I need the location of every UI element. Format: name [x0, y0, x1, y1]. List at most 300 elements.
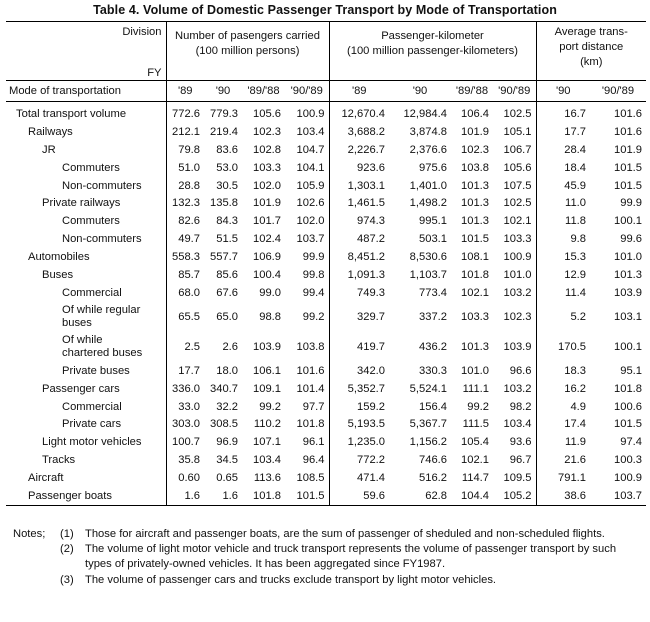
table-row: [6, 469, 646, 487]
table-row: [6, 433, 646, 451]
table-cell: 102.1: [461, 286, 489, 299]
table-cell: 101.9: [461, 125, 489, 138]
row-label: [6, 433, 166, 451]
table-cell: 8,451.2: [329, 248, 389, 266]
table-cell: 100.1: [614, 215, 642, 228]
table-cell: 99.8: [302, 268, 325, 281]
table-cell: 99.9: [620, 197, 642, 210]
table-cell: 51.5: [216, 233, 238, 246]
table-cell: 96.4: [302, 454, 325, 467]
note-2-num: (2): [60, 543, 74, 556]
table-row: [6, 212, 646, 230]
table-cell: 103.1: [614, 310, 642, 323]
table-cell: 102.0: [253, 179, 281, 192]
table-cell: 17.7: [536, 123, 590, 141]
column-header-7: '89/'88: [451, 81, 493, 102]
table-cell: 101.0: [461, 364, 489, 377]
table-cell: 101.3: [461, 179, 489, 192]
table-cell: 102.1: [503, 215, 532, 228]
table-cell: 95.1: [620, 364, 642, 377]
table-row: [6, 266, 646, 284]
table-cell: 105.6: [253, 107, 281, 120]
table-cell: 104.1: [296, 161, 325, 174]
table-cell: 45.9: [536, 177, 590, 195]
table-cell: 5,524.1: [409, 382, 447, 395]
table-cell: 103.4: [503, 418, 532, 431]
row-label: [6, 469, 166, 487]
row-label-text: Aircraft: [28, 472, 64, 485]
notes-head: Notes;: [13, 528, 46, 540]
table-cell: 772.6: [166, 102, 204, 123]
table-row: [6, 487, 646, 505]
table-cell: 100.9: [296, 107, 325, 120]
table-cell: 342.0: [329, 362, 389, 380]
table-cell: 329.7: [329, 302, 389, 332]
group-avg-line3: (km): [580, 56, 603, 68]
table-cell: 101.3: [614, 268, 642, 281]
table-cell: 79.8: [166, 141, 204, 159]
group-pkm-line1: Passenger-kilometer: [381, 30, 484, 42]
row-label: [6, 212, 166, 230]
table-cell: 102.6: [296, 197, 325, 210]
group-pkm-header: [329, 22, 536, 67]
table-cell: 4.9: [536, 398, 590, 416]
row-label: [6, 451, 166, 469]
row-label-text: Passenger boats: [28, 489, 112, 502]
table-row: [6, 302, 646, 332]
table-cell: 105.9: [296, 179, 325, 192]
group-passengers-header: [166, 22, 329, 67]
table-cell: 103.8: [461, 161, 489, 174]
row-label: [6, 102, 166, 123]
column-header-2: '90: [204, 81, 242, 102]
row-label: [6, 398, 166, 416]
table-cell: 779.3: [210, 107, 238, 120]
table-cell: 96.7: [509, 454, 532, 467]
table-cell: 1,156.2: [409, 436, 447, 449]
table-cell: 32.2: [216, 400, 238, 413]
table-cell: 516.2: [419, 472, 447, 485]
table-cell: 102.1: [461, 454, 489, 467]
table-cell: 105.6: [503, 161, 532, 174]
table-cell: 28.8: [166, 177, 204, 195]
table-cell: 102.5: [503, 107, 532, 120]
table-row: [6, 380, 646, 398]
table-row: [6, 362, 646, 380]
row-label-text: Private buses: [62, 364, 130, 377]
table-cell: 110.2: [253, 418, 281, 431]
table-cell: 330.3: [419, 364, 447, 377]
column-header-1: '89: [166, 81, 204, 102]
table-cell: 98.2: [509, 400, 532, 413]
table-title: Table 4. Volume of Domestic Passenger Transport by Mode of Transportation: [93, 3, 557, 17]
row-label-text: Railways: [28, 125, 73, 138]
group-passengers-line2: (100 million persons): [195, 45, 300, 57]
table-cell: 67.6: [216, 286, 238, 299]
note-1: [13, 527, 643, 542]
table-cell: 340.7: [210, 382, 238, 395]
table-cell: 17.4: [536, 415, 590, 433]
table-cell: 111.1: [462, 382, 489, 395]
table-cell: 101.3: [461, 197, 489, 210]
group-avg-line1: Average trans-: [554, 26, 628, 38]
row-label: [6, 362, 166, 380]
table-cell: 103.8: [296, 340, 325, 353]
table-cell: 101.4: [296, 382, 325, 395]
fy-label: FY: [147, 67, 162, 79]
table-cell: 102.4: [253, 233, 281, 246]
row-label: [6, 284, 166, 302]
table-cell: 97.7: [302, 400, 325, 413]
note-2-text: The volume of light motor vehicle and truck transport represents the volume of passenger transport by such types of privately-owned vehicles. It has been aggregated since FY1987.: [85, 543, 617, 571]
table-cell: 436.2: [419, 340, 447, 353]
row-label-text: Of while regular buses: [62, 303, 141, 329]
table-cell: 1,498.2: [409, 197, 447, 210]
note-2: [13, 542, 643, 572]
table-cell: 0.65: [216, 472, 238, 485]
table-cell: 104.4: [451, 487, 493, 505]
table-cell: 49.7: [166, 230, 204, 248]
row-label: [6, 230, 166, 248]
table-cell: 923.6: [329, 159, 389, 177]
table-cell: 749.3: [329, 284, 389, 302]
table-cell: 108.1: [461, 251, 489, 264]
table-cell: 53.0: [216, 161, 238, 174]
table-cell: 21.6: [536, 451, 590, 469]
table-cell: 100.7: [166, 433, 204, 451]
table-cell: 212.1: [166, 123, 204, 141]
table-cell: 308.5: [210, 418, 238, 431]
table-cell: 337.2: [419, 310, 447, 323]
column-header-row: [6, 81, 646, 102]
row-label: [6, 248, 166, 266]
table-cell: 503.1: [419, 233, 447, 246]
table-cell: 219.4: [210, 125, 238, 138]
table-cell: 96.1: [302, 436, 325, 449]
table-row: [6, 248, 646, 266]
table-cell: 101.0: [503, 268, 532, 281]
row-label: [6, 487, 166, 505]
table-cell: 103.9: [614, 286, 642, 299]
table-cell: 159.2: [329, 398, 389, 416]
table-cell: 96.6: [509, 364, 532, 377]
table-cell: 82.6: [166, 212, 204, 230]
table-cell: 156.4: [419, 400, 447, 413]
table-cell: 746.6: [419, 454, 447, 467]
table-cell: 107.1: [253, 436, 281, 449]
row-label: [6, 415, 166, 433]
table-cell: 96.9: [216, 436, 238, 449]
group-avg-line2: port distance: [559, 41, 624, 53]
table-cell: 101.5: [614, 179, 642, 192]
table-cell: 558.3: [166, 248, 204, 266]
table-cell: 975.6: [419, 161, 447, 174]
passenger-transport-table: [6, 21, 646, 506]
table-cell: 170.5: [536, 332, 590, 362]
row-label: [6, 266, 166, 284]
table-row: [6, 123, 646, 141]
table-cell: 101.0: [614, 251, 642, 264]
table-cell: 109.5: [503, 472, 532, 485]
note-3-num: (3): [60, 573, 74, 586]
table-cell: 18.4: [536, 159, 590, 177]
row-label-text: Passenger cars: [42, 382, 120, 395]
table-cell: 974.3: [329, 212, 389, 230]
column-header-4: '90/'89: [285, 81, 329, 102]
table-cell: 101.8: [461, 268, 489, 281]
table-cell: 336.0: [166, 380, 204, 398]
table-cell: 102.0: [296, 215, 325, 228]
row-label-text: Commuters: [62, 215, 120, 228]
note-3: [13, 573, 643, 588]
table-cell: 104.7: [296, 143, 325, 156]
table-cell: 84.3: [216, 215, 238, 228]
table-row: [6, 102, 646, 123]
table-cell: 101.3: [461, 215, 489, 228]
table-cell: 100.3: [614, 454, 642, 467]
row-label: [6, 194, 166, 212]
table-cell: 101.5: [461, 233, 489, 246]
division-label: Division: [6, 22, 166, 67]
group-pkm-line2: (100 million passenger-kilometers): [347, 45, 518, 57]
table-cell: 1,401.0: [409, 179, 447, 192]
table-cell: 101.9: [253, 197, 281, 210]
table-cell: 100.9: [614, 472, 642, 485]
table-cell: 85.7: [166, 266, 204, 284]
table-cell: 2,376.6: [409, 143, 447, 156]
row-label: [6, 123, 166, 141]
table-row: [6, 177, 646, 195]
row-label: [6, 302, 166, 332]
row-label-text: Total transport volume: [16, 107, 127, 120]
table-cell: 101.7: [253, 215, 281, 228]
table-cell: 18.0: [216, 364, 238, 377]
table-cell: 100.6: [614, 400, 642, 413]
table-cell: 18.3: [536, 362, 590, 380]
row-label: [6, 177, 166, 195]
table-cell: 106.9: [253, 251, 281, 264]
table-cell: 487.2: [329, 230, 389, 248]
table-cell: 557.7: [210, 251, 238, 264]
table-cell: 30.5: [216, 179, 238, 192]
table-cell: 28.4: [536, 141, 590, 159]
table-cell: 12.9: [536, 266, 590, 284]
table-cell: 101.8: [614, 382, 642, 395]
table-cell: 100.4: [253, 268, 281, 281]
table-cell: 105.1: [503, 125, 532, 138]
table-cell: 102.3: [503, 310, 532, 323]
table-cell: 1,303.1: [329, 177, 389, 195]
table-cell: 5.2: [536, 302, 590, 332]
table-cell: 65.5: [166, 302, 204, 332]
table-cell: 103.4: [253, 454, 281, 467]
row-label: [6, 141, 166, 159]
row-label-text: Non-commuters: [62, 233, 142, 246]
table-cell: 99.6: [620, 233, 642, 246]
table-cell: 11.0: [536, 194, 590, 212]
table-cell: 773.4: [419, 286, 447, 299]
group-passengers-line1: Number of pasengers carried: [175, 30, 320, 42]
table-cell: 100.1: [614, 340, 642, 353]
row-label-text: Private railways: [42, 197, 121, 210]
table-cell: 103.2: [503, 382, 532, 395]
mode-label: Mode of transportation: [6, 81, 166, 102]
table-cell: 16.2: [536, 380, 590, 398]
table-cell: 12,670.4: [329, 102, 389, 123]
row-label-text: Commercial: [62, 400, 122, 413]
table-cell: 113.6: [253, 472, 281, 485]
table-cell: 135.8: [210, 197, 238, 210]
table-cell: 107.5: [503, 179, 532, 192]
row-label-text: Non-commuters: [62, 179, 142, 192]
table-cell: 99.0: [259, 286, 281, 299]
table-cell: 102.3: [253, 125, 281, 138]
table-cell: 99.2: [467, 400, 489, 413]
table-cell: 11.9: [536, 433, 590, 451]
table-cell: 106.4: [461, 107, 489, 120]
table-cell: 35.8: [166, 451, 204, 469]
column-header-6: '90: [389, 81, 451, 102]
table-cell: 101.8: [296, 418, 325, 431]
table-cell: 33.0: [166, 398, 204, 416]
table-cell: 68.0: [166, 284, 204, 302]
table-cell: 34.5: [216, 454, 238, 467]
row-label-text: Buses: [42, 268, 74, 281]
table-row: [6, 415, 646, 433]
table-cell: 51.0: [166, 159, 204, 177]
table-cell: 102.8: [253, 143, 281, 156]
table-cell: 101.5: [285, 487, 329, 505]
column-header-9: '90: [536, 81, 590, 102]
table-cell: 2.6: [222, 340, 238, 353]
table-row: [6, 159, 646, 177]
table-cell: 99.2: [259, 400, 281, 413]
table-cell: 101.6: [614, 107, 642, 120]
table-cell: 99.2: [302, 310, 325, 323]
table-cell: 99.9: [302, 251, 325, 264]
table-cell: 102.5: [503, 197, 532, 210]
row-label-text: Light motor vehicles: [42, 436, 142, 449]
table-cell: 103.3: [253, 161, 281, 174]
table-cell: 93.6: [509, 436, 532, 449]
table-cell: 11.4: [536, 284, 590, 302]
table-row: [6, 284, 646, 302]
table-cell: 103.2: [503, 286, 532, 299]
table-cell: 0.60: [166, 469, 204, 487]
table-cell: 791.1: [536, 469, 590, 487]
table-cell: 85.6: [216, 268, 238, 281]
table-cell: 101.5: [614, 161, 642, 174]
table-cell: 17.7: [166, 362, 204, 380]
table-row: [6, 332, 646, 362]
table-cell: 99.4: [302, 286, 325, 299]
table-cell: 106.7: [503, 143, 532, 156]
group-avg-header: [536, 22, 646, 81]
table-cell: 1,103.7: [409, 268, 447, 281]
row-label-text: Commercial: [62, 286, 122, 299]
table-cell: 98.8: [259, 310, 281, 323]
table-cell: 101.8: [242, 487, 285, 505]
table-cell: 101.6: [614, 125, 642, 138]
table-cell: 11.8: [536, 212, 590, 230]
table-cell: 772.2: [329, 451, 389, 469]
table-cell: 108.5: [296, 472, 325, 485]
row-label-text: Tracks: [42, 454, 76, 467]
table-cell: 1,461.5: [329, 194, 389, 212]
table-cell: 471.4: [329, 469, 389, 487]
table-cell: 2.5: [166, 332, 204, 362]
table-cell: 101.6: [296, 364, 325, 377]
table-cell: 12,984.4: [403, 107, 447, 120]
table-cell: 103.3: [503, 233, 532, 246]
table-row: [6, 194, 646, 212]
table-cell: 102.3: [461, 143, 489, 156]
table-header: [6, 22, 646, 102]
table-cell: 2,226.7: [329, 141, 389, 159]
table-cell: 100.9: [503, 251, 532, 264]
table-cell: 1,235.0: [329, 433, 389, 451]
table-cell: 103.9: [503, 340, 532, 353]
table-cell: 303.0: [166, 415, 204, 433]
table-cell: 16.7: [536, 102, 590, 123]
table-cell: 1.6: [166, 487, 204, 505]
column-header-3: '89/'88: [242, 81, 285, 102]
table-cell: 105.4: [461, 436, 489, 449]
row-label: [6, 332, 166, 362]
column-header-8: '90/'89: [493, 81, 536, 102]
table-row: [6, 230, 646, 248]
table-body: [6, 102, 646, 506]
table-row: [6, 451, 646, 469]
table-cell: 15.3: [536, 248, 590, 266]
table-cell: 5,367.7: [409, 418, 447, 431]
table-cell: 419.7: [329, 332, 389, 362]
row-label-text: JR: [42, 143, 56, 156]
table-cell: 132.3: [166, 194, 204, 212]
table-cell: 106.1: [253, 364, 281, 377]
table-cell: 103.4: [296, 125, 325, 138]
table-cell: 109.1: [253, 382, 281, 395]
table-cell: 8,530.6: [409, 251, 447, 264]
row-label-text: Commuters: [62, 161, 120, 174]
row-label-text: Private cars: [62, 418, 122, 431]
table-cell: 114.7: [461, 472, 489, 485]
table-cell: 103.9: [253, 340, 281, 353]
table-cell: 5,193.5: [329, 415, 389, 433]
table-row: [6, 398, 646, 416]
table-cell: 1.6: [204, 487, 242, 505]
table-cell: 111.5: [462, 418, 489, 431]
table-cell: 59.6: [329, 487, 389, 505]
table-cell: 995.1: [419, 215, 447, 228]
table-cell: 103.7: [296, 233, 325, 246]
note-3-text: The volume of passenger cars and trucks exclude transport by light motor vehicles.: [85, 573, 497, 586]
notes: [13, 527, 643, 588]
table-cell: 3,688.2: [329, 123, 389, 141]
table-cell: 83.6: [216, 143, 238, 156]
note-1-text: Those for aircraft and passenger boats, are the sum of passenger of sheduled and non-scheduled flights.: [85, 528, 605, 540]
table-cell: 1,091.3: [329, 266, 389, 284]
table-cell: 101.3: [461, 340, 489, 353]
table-cell: 38.6: [536, 487, 590, 505]
column-header-10: '90/'89: [590, 81, 646, 102]
row-label: [6, 380, 166, 398]
note-1-num: (1): [60, 528, 74, 540]
row-label-text: Of while chartered buses: [62, 333, 143, 359]
table-cell: 105.2: [493, 487, 536, 505]
column-header-5: '89: [329, 81, 389, 102]
table-cell: 9.8: [536, 230, 590, 248]
